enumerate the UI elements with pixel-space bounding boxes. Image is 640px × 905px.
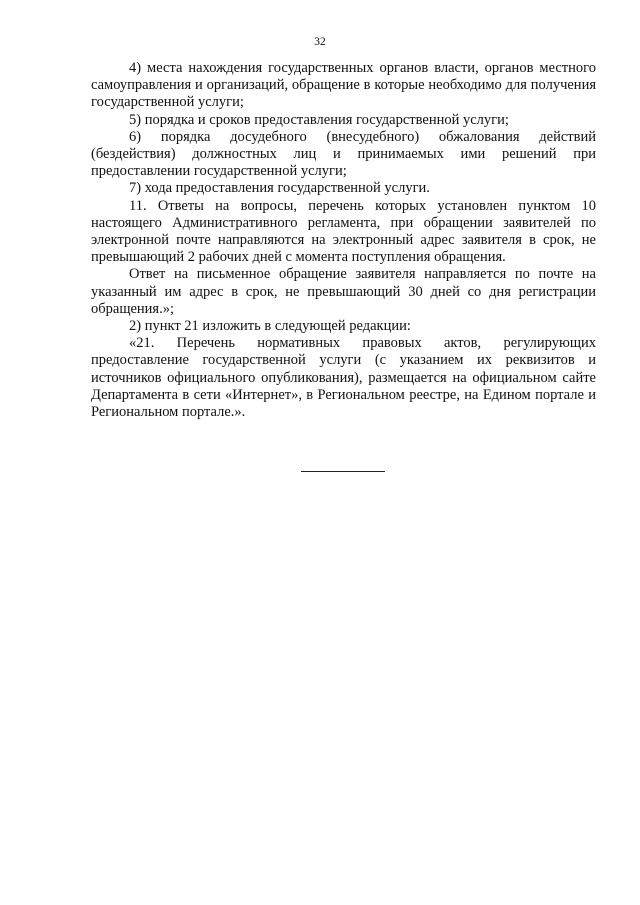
paragraph-item-5: 5) порядка и сроков предоставления государственной услуги; (129, 111, 509, 128)
paragraph-written-response: Ответ на письменное обращение заявителя направляется по почте на указанный им адрес в срок, не превышающий 30 дней со дня регистрации обращения.»; (91, 266, 596, 317)
paragraph-item-7: 7) хода предоставления государственной услуги. (129, 180, 430, 197)
document-body (91, 60, 596, 421)
paragraph-item-6: 6) порядка досудебного (внесудебного) обжалования действий (бездействия) должностных лиц и принимаемых ими решений при предоставлении государственной услуги; (91, 128, 596, 180)
paragraph-item-4: 4) места нахождения государственных органов власти, органов местного самоуправления и организаций, обращение в которые необходимо для получения государственной услуги; (91, 60, 596, 111)
paragraph-clause-11: 11. Ответы на вопросы, перечень которых установлен пунктом 10 настоящего Административного регламента, при обращении заявителей по электронной почте направляются на электронный адрес заявителя в срок, не превышающий 2 рабочих дней с момента поступления обращения. (91, 197, 596, 266)
paragraph-clause-21: «21. Перечень нормативных правовых актов, регулирующих предоставление государственной услуги (с указанием их реквизитов и источников официального опубликования), размещается на официальном сайте Департамента в сети «Интернет», в Региональном реестре, на Едином портале и Региональном портале.». (91, 335, 596, 421)
end-divider-line (301, 471, 385, 472)
paragraph-amendment-2: 2) пункт 21 изложить в следующей редакции: (129, 318, 411, 335)
page-number: 32 (314, 36, 326, 48)
